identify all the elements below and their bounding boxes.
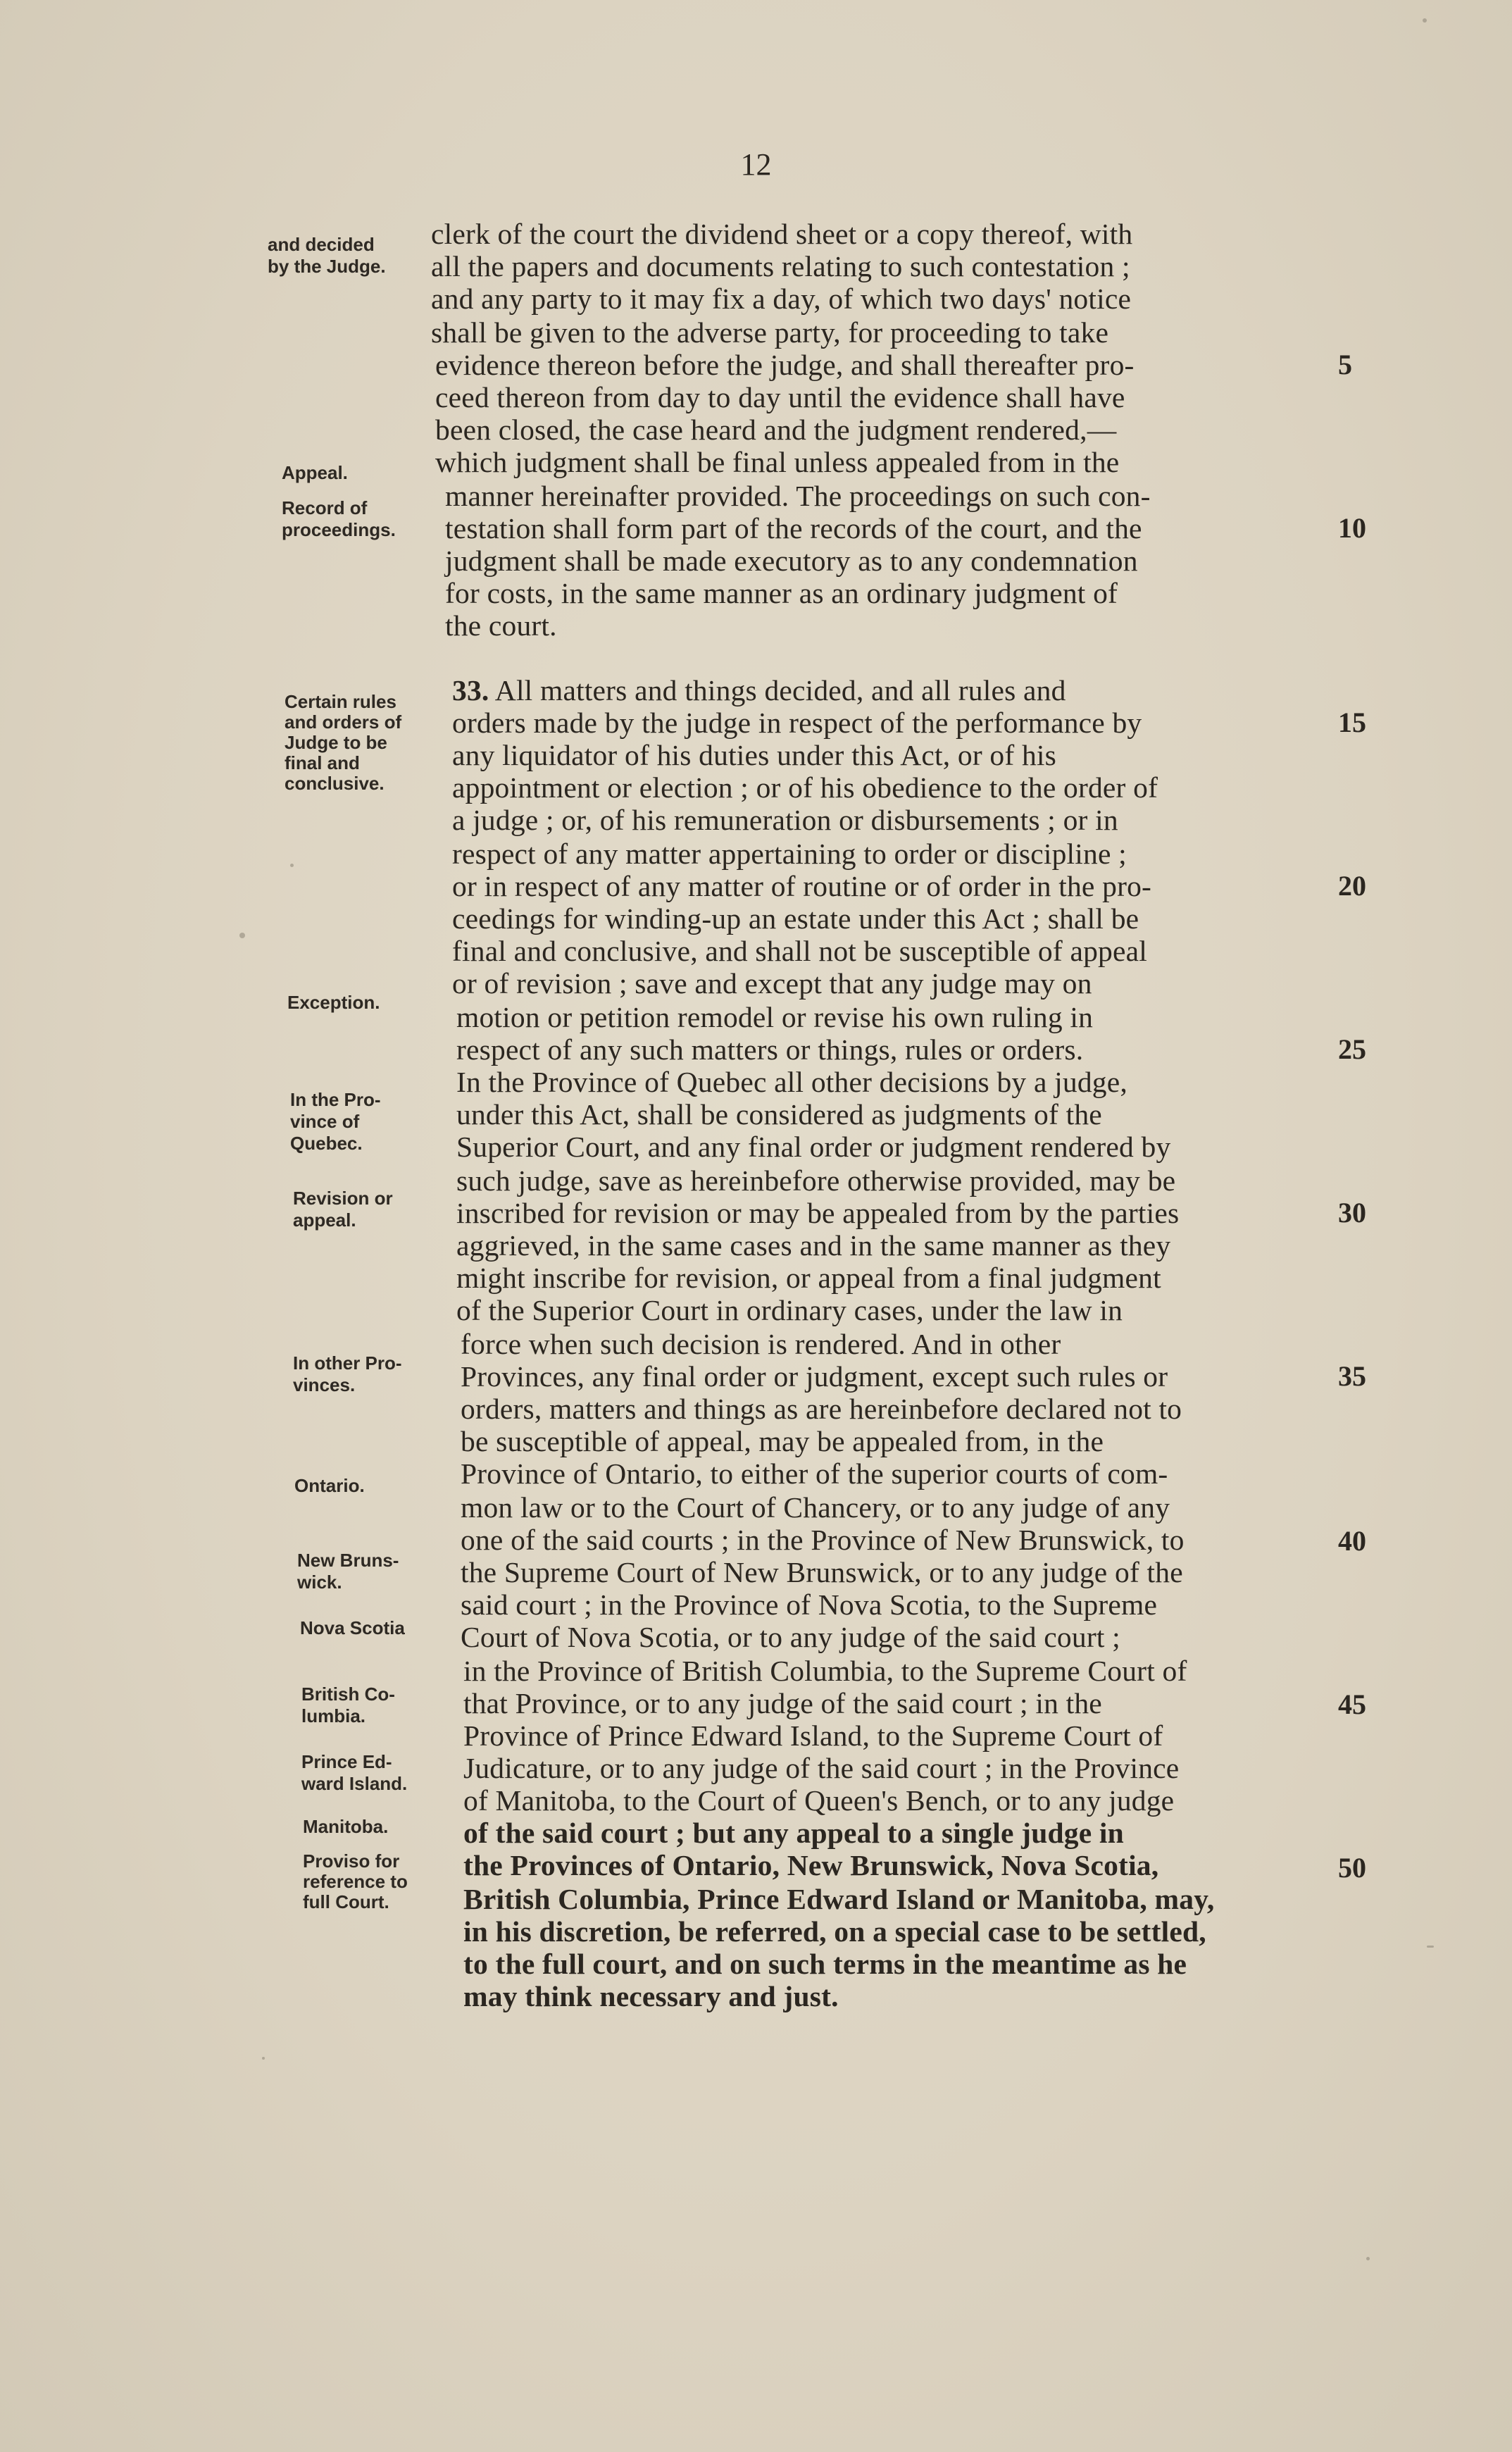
text-line: judgment shall be made executory as to any condemnation: [445, 544, 1138, 577]
text-line: or of revision ; save and except that any judge may on: [452, 967, 1092, 1000]
margin-note-line: lumbia.: [301, 1705, 366, 1726]
margin-note-line: Ontario.: [294, 1475, 365, 1496]
statute-text-block: [0, 217, 1512, 2048]
text-line: clerk of the court the dividend sheet or a copy thereof, with: [431, 218, 1133, 250]
margin-note-line: reference to: [303, 1871, 408, 1892]
margin-note-new-brunswick: [297, 1550, 399, 1593]
text-line: to the full court, and on such terms in the meantime as he: [463, 1948, 1187, 1980]
text-line: which judgment shall be final unless appealed from in the: [435, 446, 1120, 478]
margin-note-revision-or-appeal: [293, 1188, 393, 1231]
text-line: may think necessary and just.: [463, 1980, 839, 2012]
text-line: Judicature, or to any judge of the said court ; in the Province: [463, 1752, 1180, 1784]
line-number: 35: [1338, 1360, 1366, 1392]
text-line: final and conclusive, and shall not be susceptible of appeal: [452, 935, 1147, 967]
line-number: 40: [1338, 1525, 1366, 1557]
text-line: of Manitoba, to the Court of Queen's Bench, or to any judge: [463, 1784, 1175, 1817]
margin-note-certain-rules: [285, 692, 401, 794]
line-number: 10: [1338, 512, 1366, 544]
text-line: Superior Court, and any final order or judgment rendered by: [456, 1131, 1171, 1163]
text-line: respect of any such matters or things, rules or orders.: [456, 1033, 1084, 1066]
text-line: such judge, save as hereinbefore otherwise provided, may be: [456, 1164, 1176, 1197]
margin-note-line: Quebec.: [290, 1133, 363, 1154]
margin-note-line: Nova Scotia: [300, 1617, 405, 1638]
paper-speck: [262, 2057, 265, 2060]
margin-note-exception: [287, 992, 380, 1014]
paper-speck: [1427, 1946, 1434, 1948]
line-number: 5: [1338, 349, 1352, 380]
text-line: inscribed for revision or may be appealed from by the parties: [456, 1197, 1180, 1229]
text-line: of the said court ; but any appeal to a single judge in: [463, 1817, 1124, 1849]
text-line: for costs, in the same manner as an ordinary judgment of: [445, 577, 1118, 609]
text-line: in the Province of British Columbia, to the Supreme Court of: [463, 1655, 1187, 1687]
text-line: or in respect of any matter of routine or of order in the pro-: [452, 870, 1152, 902]
text-line: said court ; in the Province of Nova Scotia, to the Supreme: [461, 1588, 1158, 1621]
text-line: been closed, the case heard and the judgment rendered,—: [435, 413, 1117, 446]
margin-note-line: and decided: [268, 234, 375, 255]
text-line: orders, matters and things as are hereinbefore declared not to: [461, 1393, 1182, 1425]
text-line: In the Province of Quebec all other decisions by a judge,: [456, 1066, 1127, 1098]
text-line: ceed thereon from day to day until the evidence shall have: [435, 381, 1125, 413]
margin-note-line: In other Pro-: [293, 1352, 402, 1374]
line-number: 20: [1338, 870, 1366, 902]
margin-note-line: vinces.: [293, 1374, 356, 1395]
line-number: 45: [1338, 1688, 1366, 1720]
text-line: ceedings for winding-up an estate under this Act ; shall be: [452, 902, 1139, 935]
line-number: 50: [1338, 1852, 1366, 1884]
text-line: manner hereinafter provided. The proceedings on such con-: [445, 480, 1151, 512]
paper-speck: [239, 933, 245, 938]
margin-note-nova-scotia: [300, 1617, 405, 1639]
text-line: and any party to it may fix a day, of which two days' notice: [431, 282, 1132, 315]
text-line: any liquidator of his duties under this Act, or of his: [452, 739, 1056, 771]
line-number: 15: [1338, 707, 1366, 738]
paper-speck: [1366, 2257, 1370, 2260]
text-line: that Province, or to any judge of the said court ; in the: [463, 1687, 1102, 1719]
margin-note-decided-by-judge: [268, 234, 386, 278]
margin-note-line: and orders of: [285, 711, 402, 733]
margin-note-ontario: [294, 1475, 365, 1497]
text-line: under this Act, shall be considered as judgments of the: [456, 1098, 1102, 1131]
text-line: aggrieved, in the same cases and in the same manner as they: [456, 1229, 1171, 1262]
margin-note-line: Prince Ed-: [301, 1751, 392, 1772]
text-line: all the papers and documents relating to such contestation ;: [431, 250, 1130, 282]
margin-note-line: ward Island.: [301, 1773, 408, 1794]
text-line: be susceptible of appeal, may be appealed from, in the: [461, 1425, 1104, 1457]
margin-note-line: In the Pro-: [290, 1089, 381, 1110]
margin-note-proviso: [303, 1851, 408, 1912]
text-line: All matters and things decided, and all rules and: [494, 674, 1066, 707]
margin-note-british-columbia: [301, 1684, 395, 1727]
text-line: of the Superior Court in ordinary cases, under the law in: [456, 1294, 1123, 1326]
line-number: 30: [1338, 1197, 1366, 1228]
margin-note-line: final and: [285, 752, 360, 773]
margin-note-line: New Bruns-: [297, 1550, 399, 1571]
margin-note-record-of-proceedings: [282, 497, 396, 541]
page-number: 12: [740, 147, 772, 182]
margin-note-line: Proviso for: [303, 1850, 400, 1872]
paper-speck: [290, 864, 294, 867]
text-line: orders made by the judge in respect of the performance by: [452, 707, 1142, 739]
text-line: a judge ; or, of his remuneration or disbursements ; or in: [452, 804, 1118, 836]
text-line: appointment or election ; or of his obedience to the order of: [452, 771, 1158, 804]
text-line: respect of any matter appertaining to order or discipline ;: [452, 838, 1127, 870]
text-line: might inscribe for revision, or appeal from a final judgment: [456, 1262, 1161, 1294]
margin-note-line: Certain rules: [285, 691, 396, 712]
line-number: 25: [1338, 1033, 1366, 1065]
margin-note-line: Appeal.: [282, 462, 348, 483]
text-line: Province of Ontario, to either of the superior courts of com-: [461, 1457, 1168, 1490]
text-line: the Provinces of Ontario, New Brunswick, Nova Scotia,: [463, 1849, 1159, 1881]
text-line: mon law or to the Court of Chancery, or to any judge of any: [461, 1491, 1170, 1524]
text-line: Court of Nova Scotia, or to any judge of the said court ;: [461, 1621, 1120, 1653]
margin-note-line: Manitoba.: [303, 1816, 389, 1837]
margin-note-line: British Co-: [301, 1684, 395, 1705]
margin-note-line: Record of: [282, 497, 368, 518]
text-line: in his discretion, be referred, on a special case to be settled,: [463, 1915, 1206, 1948]
margin-note-province-of-quebec: [290, 1089, 381, 1155]
margin-note-line: Judge to be: [285, 732, 387, 753]
section-33-first-line: [452, 673, 1066, 707]
text-line: shall be given to the adverse party, for proceeding to take: [431, 316, 1109, 349]
margin-note-line: by the Judge.: [268, 256, 386, 277]
margin-note-other-provinces: [293, 1352, 402, 1396]
text-line: force when such decision is rendered. And in other: [461, 1328, 1061, 1360]
text-line: the Supreme Court of New Brunswick, or to any judge of the: [461, 1556, 1183, 1588]
text-line: British Columbia, Prince Edward Island or Manitoba, may,: [463, 1883, 1215, 1915]
margin-note-line: Revision or: [293, 1188, 393, 1209]
margin-note-line: vince of: [290, 1111, 360, 1132]
margin-note-manitoba: [303, 1816, 388, 1838]
paper-speck: [1423, 18, 1427, 23]
margin-note-line: proceedings.: [282, 519, 396, 540]
text-line: evidence thereon before the judge, and shall thereafter pro-: [435, 349, 1135, 381]
section-number: 33.: [452, 674, 489, 707]
text-line: one of the said courts ; in the Province of New Brunswick, to: [461, 1524, 1185, 1556]
margin-note-line: wick.: [297, 1572, 342, 1593]
margin-note-line: conclusive.: [285, 773, 385, 794]
margin-note-line: full Court.: [303, 1891, 389, 1912]
margin-note-line: appeal.: [293, 1209, 356, 1231]
text-line: testation shall form part of the records of the court, and the: [445, 512, 1142, 544]
margin-note-prince-edward-island: [301, 1751, 407, 1795]
margin-note-appeal: [282, 462, 348, 484]
text-line: the court.: [445, 609, 557, 642]
text-line: motion or petition remodel or revise his own ruling in: [456, 1001, 1094, 1033]
text-line: Province of Prince Edward Island, to the Supreme Court of: [463, 1719, 1163, 1752]
margin-note-line: Exception.: [287, 992, 380, 1013]
text-line: Provinces, any final order or judgment, except such rules or: [461, 1360, 1168, 1393]
